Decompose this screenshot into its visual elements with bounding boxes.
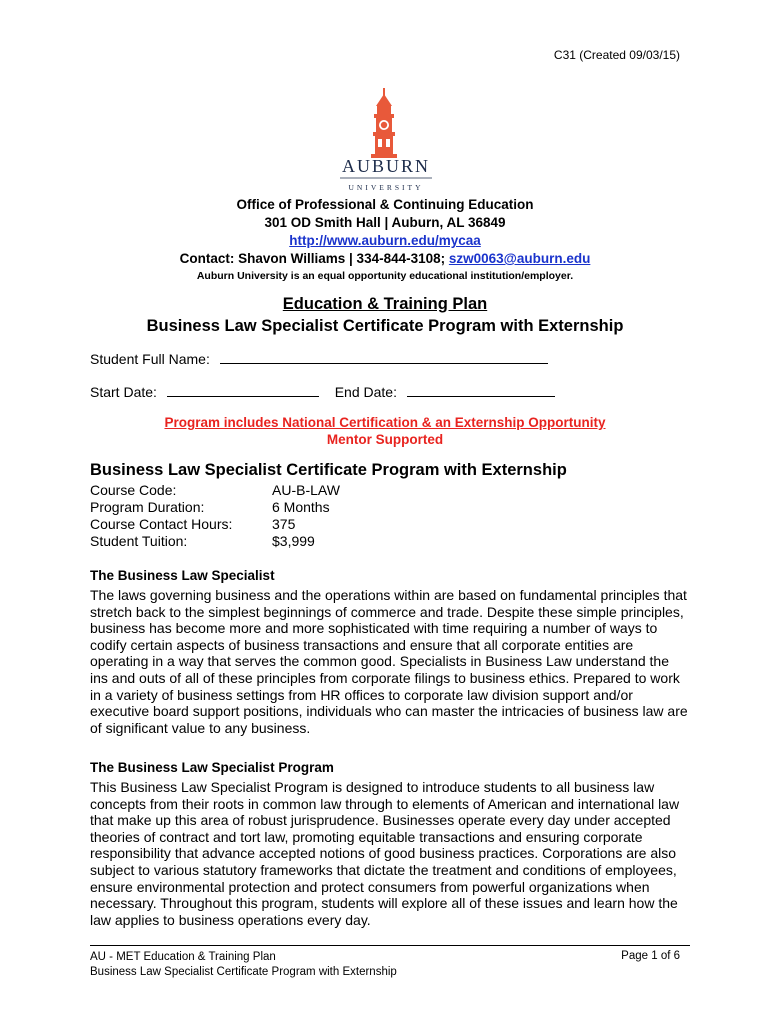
mycaa-link[interactable]: http://www.auburn.edu/mycaa	[289, 233, 481, 248]
program-highlights	[0, 414, 770, 448]
detail-label: Course Contact Hours:	[90, 516, 233, 532]
equal-opportunity-statement: Auburn University is an equal opportunity educational institution/employer.	[196, 270, 574, 282]
start-date-label: Start Date:	[90, 384, 157, 400]
auburn-university-logo	[330, 86, 442, 196]
start-date-field[interactable]	[167, 382, 319, 397]
plan-title-line1: Education & Training Plan	[282, 295, 488, 313]
section-heading-specialist: The Business Law Specialist	[90, 568, 275, 583]
promo-mentor: Mentor Supported	[326, 432, 444, 447]
page-number: Page 1 of 6	[621, 950, 680, 962]
contact-email-link[interactable]: szw0063@auburn.edu	[448, 251, 591, 266]
program-title: Business Law Specialist Certificate Program with Externship	[90, 461, 567, 479]
footer-plan-name: AU - MET Education & Training Plan	[90, 951, 276, 963]
student-name-label: Student Full Name:	[90, 351, 210, 367]
detail-row	[90, 499, 340, 516]
detail-value: $3,999	[272, 533, 315, 549]
end-date-field[interactable]	[407, 382, 555, 397]
office-name: Office of Professional & Continuing Education	[236, 197, 534, 212]
logo-wordmark: AUBURN	[341, 156, 431, 176]
section-body-specialist: The laws governing business and the operations within are based on fundamental principles that stretch back to the simplest beginnings of commerce and trade. Despite these simple principles, business has become more and more sophisticated with time requiring a number of ways to codify certain aspects of business transactions and ensure that all corporate entities are operating in a way that serves the common good. Specialists in Business Law understand the ins and outs of all of these principles from corporate filings to business ethics. Prepared to work in a variety of business settings from HR offices to corporate law division support and/or executive board support positions, individuals who can master the intricacies of business law are of significant value to any business.	[90, 587, 688, 736]
footer-divider	[90, 945, 690, 946]
promo-certification: Program includes National Certification & an Externship Opportunity	[164, 415, 606, 430]
detail-label: Student Tuition:	[90, 533, 188, 549]
footer-left	[90, 950, 397, 980]
detail-value: AU-B-LAW	[272, 482, 340, 498]
office-address: 301 OD Smith Hall | Auburn, AL 36849	[264, 215, 506, 230]
office-header	[0, 196, 770, 284]
detail-row	[90, 533, 340, 550]
student-name-field[interactable]	[220, 349, 548, 364]
footer-program-name: Business Law Specialist Certificate Program with Externship	[90, 966, 397, 978]
section-body-program: This Business Law Specialist Program is designed to introduce students to all business law concepts from their roots in common law through to elements of American and international law that make up this area of robust jurisprudence. Businesses operate every day under accepted theories of contract and tort law, promoting equitable transactions and ensuring corporate responsibility that advance accepted notions of good business practices. Corporations are also subject to various statutory frameworks that dictate the treatment and conditions of employees, ensure environmental protection and protect consumers from powerful organizations when necessary. Throughout this program, students will explore all of these issues and learn how the law applies to business operations every day.	[90, 779, 680, 928]
detail-label: Course Code:	[90, 482, 177, 498]
end-date-label: End Date:	[334, 384, 397, 400]
plan-title	[0, 293, 770, 337]
logo-subtitle: UNIVERSITY	[348, 183, 424, 192]
plan-title-line2: Business Law Specialist Certificate Program with Externship	[146, 317, 624, 335]
document-id: C31 (Created 09/03/15)	[553, 48, 680, 62]
program-details	[90, 482, 340, 550]
dates-row	[90, 382, 555, 400]
section-heading-program: The Business Law Specialist Program	[90, 760, 334, 775]
contact-info: Contact: Shavon Williams | 334-844-3108;	[179, 251, 446, 266]
detail-value: 375	[272, 516, 296, 532]
detail-row	[90, 482, 340, 499]
student-name-row	[90, 349, 548, 367]
detail-value: 6 Months	[272, 499, 330, 515]
detail-label: Program Duration:	[90, 499, 205, 515]
detail-row	[90, 516, 340, 533]
